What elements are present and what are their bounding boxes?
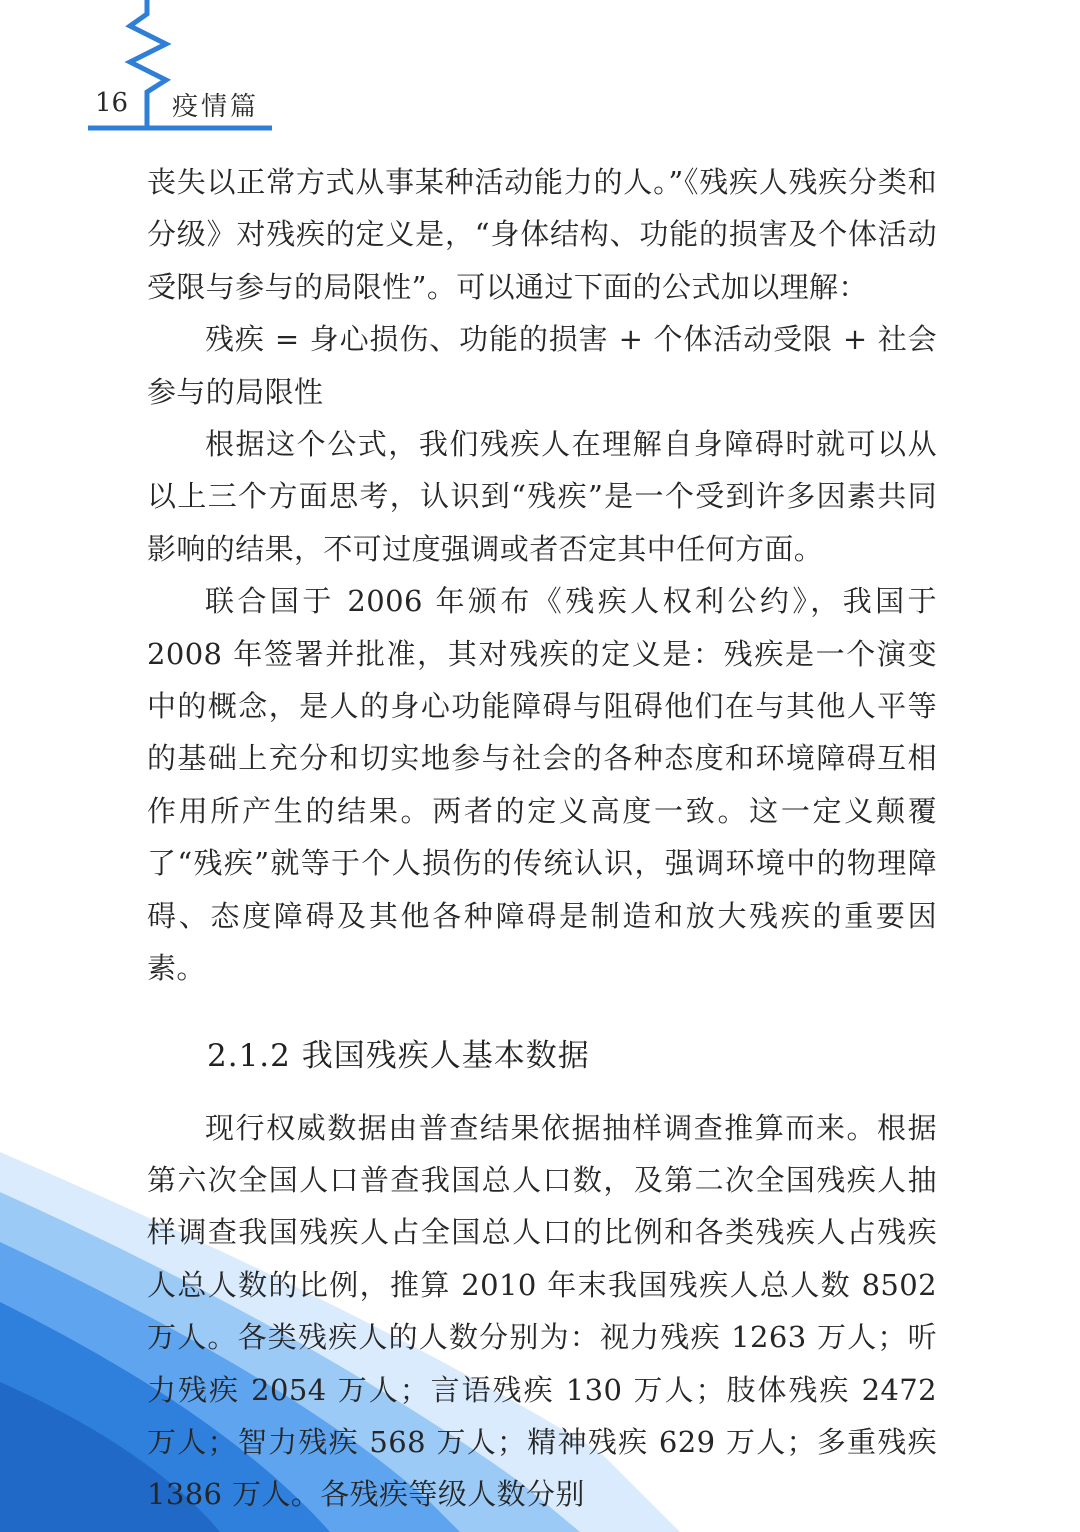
body-text [147, 156, 937, 1521]
paragraph-formula: 残疾 = 身心损伤、功能的损害 + 个体活动受限 + 社会参与的局限性 [147, 322, 937, 409]
paragraph-3: 根据这个公式，我们残疾人在理解自身障碍时就可以从以上三个方面思考，认识到“残疾”是一个受到许多因素共同影响的结果，不可过度强调或者否定其中任何方面。 [147, 427, 937, 566]
section-label: 疫情篇 [172, 92, 260, 122]
section-heading: 2.1.2 我国残疾人基本数据 [207, 1037, 590, 1074]
paragraph-1: 丧失以正常方式从事某种活动能力的人。”《残疾人残疾分类和分级》对残疾的定义是，“身体结构、功能的损害及个体活动受限与参与的局限性”。可以通过下面的公式加以理解： [147, 165, 937, 304]
page-number: 16 [95, 88, 129, 118]
paragraph-4: 联合国于 2006 年颁布《残疾人权利公约》，我国于 2008 年签署并批准，其对残疾的定义是：残疾是一个演变中的概念，是人的身心功能障碍与阻碍他们在与其他人平等的基础上充分和切实地参与社会的各种态度和环境障碍互相作用所产生的结果。两者的定义高度一致。这一定义颠覆了“残疾”就等于个人损伤的传统认识，强调环境中的物理障碍、态度障碍及其他各种障碍是制造和放大残疾的重要因素。 [147, 584, 937, 986]
paragraph-5: 现行权威数据由普查结果依据抽样调查推算而来。根据第六次全国人口普查我国总人口数，及第二次全国残疾人抽样调查我国残疾人占全国总人口的比例和各类残疾人占残疾人总人数的比例，推算 2010 年末我国残疾人总人数 8502 万人。各类残疾人的人数分别为：视力残疾 1263 万人；听力残疾 2054 万人；言语残疾 130 万人；肢体残疾 2472 万人；智力残疾 568 万人；精神残疾 629 万人；多重残疾 1386 万人。各残疾等级人数分别 [147, 1110, 937, 1512]
